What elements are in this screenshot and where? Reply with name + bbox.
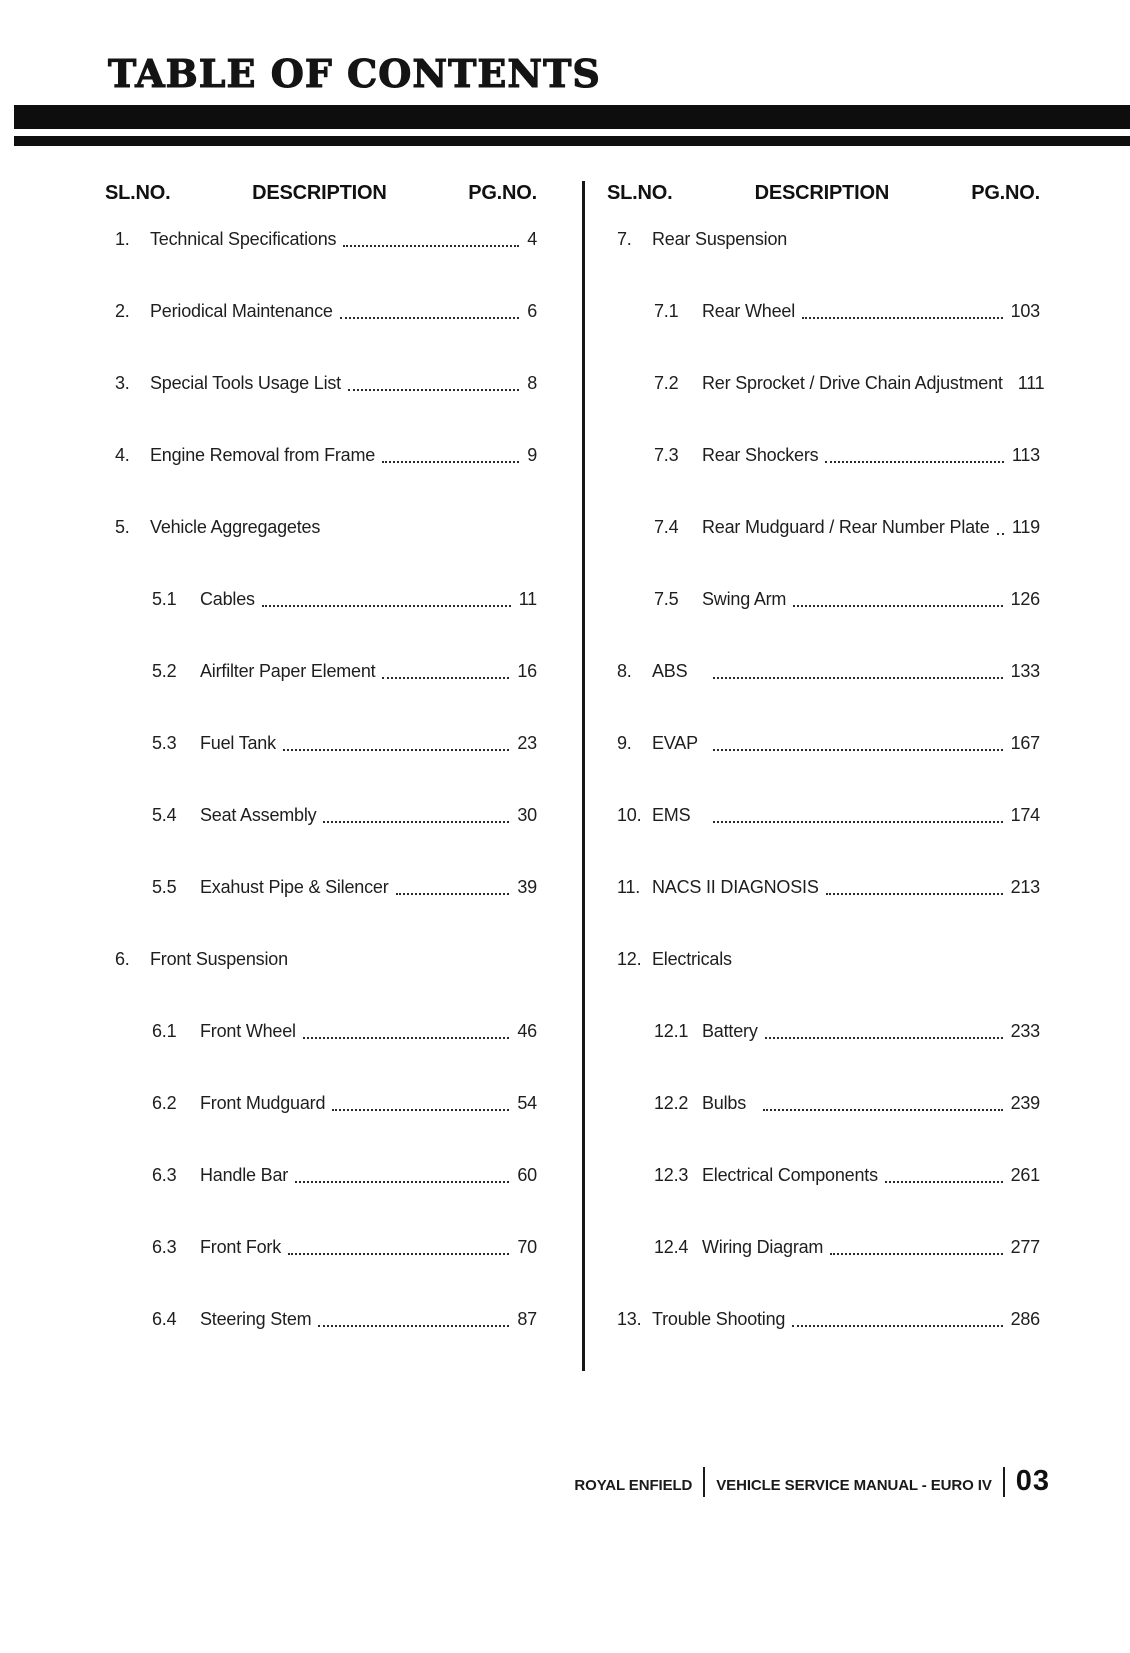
entry-number: 12.3 — [654, 1165, 689, 1185]
dot-leader — [303, 1037, 510, 1039]
footer — [574, 1465, 1050, 1498]
entry-label: ABS — [652, 661, 688, 681]
entry-number: 5.2 — [152, 661, 177, 681]
entry-number: 7.2 — [654, 373, 679, 393]
toc-column-right — [607, 181, 1045, 1380]
entry-number: 7.5 — [654, 589, 679, 609]
entry-page: 233 — [1010, 1021, 1040, 1041]
toc-entry — [105, 804, 537, 826]
dot-leader — [713, 749, 1003, 751]
entry-number: 7. — [617, 229, 632, 249]
entry-page: 261 — [1010, 1165, 1040, 1185]
entry-label: Front Suspension — [150, 949, 288, 969]
entry-label: Front Fork — [200, 1237, 282, 1257]
entry-label: Rer Sprocket / Drive Chain Adjustment — [702, 373, 1003, 393]
toc-entry — [105, 876, 537, 898]
entry-label: Front Wheel — [200, 1021, 296, 1041]
toc-entry — [105, 732, 537, 754]
dot-leader — [825, 461, 1003, 463]
entry-number: 7.3 — [654, 445, 679, 465]
toc-entry — [607, 1236, 1040, 1258]
entry-page: 11 — [518, 589, 537, 609]
dot-leader — [288, 1253, 509, 1255]
dot-leader — [713, 677, 1003, 679]
entry-page: 133 — [1010, 661, 1040, 681]
footer-brand: ROYAL ENFIELD — [574, 1477, 693, 1494]
dot-leader — [765, 1037, 1003, 1039]
toc-columns — [0, 181, 1130, 1380]
toc-entry — [105, 516, 537, 538]
entry-label: Periodical Maintenance — [150, 301, 333, 321]
toc-entry — [105, 300, 537, 322]
dot-leader — [318, 1325, 509, 1327]
toc-entry — [105, 1020, 537, 1042]
entry-page: 9 — [527, 445, 537, 465]
toc-entry — [607, 660, 1040, 682]
dot-leader — [382, 677, 509, 679]
entry-page: 23 — [517, 733, 537, 753]
dot-leader — [997, 533, 1004, 535]
header-pgno: PG.NO. — [468, 182, 537, 204]
entry-number: 10. — [617, 805, 642, 825]
entry-number: 11. — [617, 877, 641, 897]
entry-number: 2. — [115, 301, 130, 321]
entry-number: 12.1 — [654, 1021, 689, 1041]
dot-leader — [830, 1253, 1002, 1255]
dot-leader — [763, 1109, 1003, 1111]
header-slno: SL.NO. — [607, 182, 673, 204]
dot-leader — [295, 1181, 509, 1183]
entry-page: 60 — [517, 1165, 537, 1185]
column-header-left — [105, 181, 537, 205]
entry-label: Vehicle Aggregagetes — [150, 517, 321, 537]
entry-label: Electrical Components — [702, 1165, 878, 1185]
entry-page: 4 — [527, 229, 537, 249]
dot-leader — [348, 389, 519, 391]
entry-label: Rear Mudguard / Rear Number Plate — [702, 517, 990, 537]
entry-number: 6.3 — [152, 1165, 177, 1185]
entry-page: 30 — [517, 805, 537, 825]
entry-page: 174 — [1010, 805, 1040, 825]
entry-number: 5.5 — [152, 877, 177, 897]
entry-label: Swing Arm — [702, 589, 787, 609]
entry-number: 12. — [617, 949, 642, 969]
toc-entry — [105, 1092, 537, 1114]
entry-label: Trouble Shooting — [652, 1309, 786, 1329]
dot-leader — [343, 245, 519, 247]
toc-entry — [607, 1164, 1040, 1186]
toc-entry — [607, 228, 1040, 250]
entry-page: 213 — [1010, 877, 1040, 897]
entry-number: 12.4 — [654, 1237, 689, 1257]
dot-leader — [340, 317, 519, 319]
toc-entry — [105, 1164, 537, 1186]
toc-entry — [607, 300, 1040, 322]
toc-entry — [607, 732, 1040, 754]
dot-leader — [323, 821, 509, 823]
footer-manual-title: VEHICLE SERVICE MANUAL - EURO IV — [716, 1477, 992, 1494]
toc-entry — [105, 372, 537, 394]
entry-number: 6.1 — [152, 1021, 177, 1041]
entry-label: Handle Bar — [200, 1165, 289, 1185]
entry-page: 39 — [517, 877, 537, 897]
entry-label: NACS II DIAGNOSIS — [652, 877, 819, 897]
entry-label: Rear Wheel — [702, 301, 796, 321]
dot-leader — [262, 605, 511, 607]
entry-page: 54 — [517, 1093, 537, 1113]
entry-label: Technical Specifications — [150, 229, 337, 249]
entry-label: Bulbs — [702, 1093, 747, 1113]
entry-number: 12.2 — [654, 1093, 689, 1113]
entry-number: 13. — [617, 1309, 642, 1329]
entry-number: 9. — [617, 733, 632, 753]
entry-page: 111 — [1017, 373, 1045, 393]
footer-page-number: 03 — [1015, 1465, 1050, 1497]
entry-label: Fuel Tank — [200, 733, 276, 753]
entry-label: Engine Removal from Frame — [150, 445, 376, 465]
entry-label: Exahust Pipe & Silencer — [200, 877, 389, 897]
dot-leader — [382, 461, 519, 463]
entry-number: 6. — [115, 949, 130, 969]
entry-number: 5.1 — [152, 589, 177, 609]
footer-separator — [703, 1467, 705, 1497]
toc-entry — [607, 1308, 1040, 1330]
entry-number: 7.4 — [654, 517, 679, 537]
entry-page: 126 — [1010, 589, 1040, 609]
toc-page — [0, 53, 1130, 1653]
dot-leader — [792, 1325, 1002, 1327]
toc-entry — [607, 948, 1040, 970]
entry-page: 286 — [1010, 1309, 1040, 1329]
entry-label: Cables — [200, 589, 255, 609]
toc-entry — [105, 1236, 537, 1258]
toc-entry — [607, 804, 1040, 826]
entry-label: Front Mudguard — [200, 1093, 326, 1113]
entry-page: 70 — [517, 1237, 537, 1257]
entry-page: 277 — [1010, 1237, 1040, 1257]
entry-page: 113 — [1011, 445, 1040, 465]
footer-separator — [1003, 1467, 1005, 1497]
toc-entry — [607, 1020, 1040, 1042]
entry-page: 87 — [517, 1309, 537, 1329]
entry-label: Rear Shockers — [702, 445, 819, 465]
entry-label: Electricals — [652, 949, 732, 969]
entry-number: 6.2 — [152, 1093, 177, 1113]
toc-entry — [607, 588, 1040, 610]
column-divider — [582, 181, 585, 1371]
toc-entry — [607, 1092, 1040, 1114]
entry-page: 8 — [527, 373, 537, 393]
entry-page: 6 — [527, 301, 537, 321]
toc-entry — [105, 660, 537, 682]
entry-label: Special Tools Usage List — [150, 373, 341, 393]
entry-label: EMS — [652, 805, 691, 825]
toc-rows-left — [105, 228, 537, 1330]
entry-number: 5. — [115, 517, 130, 537]
header-description: DESCRIPTION — [252, 182, 387, 204]
entry-number: 6.4 — [152, 1309, 177, 1329]
dot-leader — [283, 749, 509, 751]
title-rule-thin — [14, 136, 1130, 146]
entry-label: Rear Suspension — [652, 229, 788, 249]
dot-leader — [332, 1109, 509, 1111]
entry-number: 4. — [115, 445, 130, 465]
toc-entry — [607, 444, 1040, 466]
toc-entry — [105, 1308, 537, 1330]
dot-leader — [713, 821, 1003, 823]
column-header-right — [607, 181, 1040, 205]
page-title: TABLE OF CONTENTS — [108, 51, 601, 96]
entry-number: 5.3 — [152, 733, 177, 753]
toc-entry — [607, 516, 1040, 538]
toc-rows-right — [607, 228, 1045, 1330]
toc-entry — [105, 228, 537, 250]
entry-number: 1. — [115, 229, 130, 249]
entry-page: 46 — [517, 1021, 537, 1041]
toc-entry — [105, 948, 537, 970]
entry-label: Battery — [702, 1021, 758, 1041]
toc-entry — [105, 444, 537, 466]
entry-label: Airfilter Paper Element — [200, 661, 376, 681]
header-slno: SL.NO. — [105, 182, 171, 204]
dot-leader — [885, 1181, 1003, 1183]
entry-number: 8. — [617, 661, 632, 681]
entry-number: 6.3 — [152, 1237, 177, 1257]
entry-page: 16 — [517, 661, 537, 681]
dot-leader — [793, 605, 1002, 607]
dot-leader — [396, 893, 510, 895]
dot-leader — [826, 893, 1003, 895]
entry-label: Steering Stem — [200, 1309, 312, 1329]
entry-number: 7.1 — [654, 301, 679, 321]
entry-page: 167 — [1010, 733, 1040, 753]
dot-leader — [802, 317, 1003, 319]
entry-number: 3. — [115, 373, 130, 393]
toc-column-left — [105, 181, 537, 1380]
entry-label: Wiring Diagram — [702, 1237, 824, 1257]
entry-label: EVAP — [652, 733, 698, 753]
entry-page: 119 — [1011, 517, 1040, 537]
header-pgno: PG.NO. — [971, 182, 1040, 204]
toc-entry — [607, 876, 1040, 898]
toc-entry — [607, 372, 1045, 394]
entry-page: 239 — [1010, 1093, 1040, 1113]
entry-number: 5.4 — [152, 805, 177, 825]
title-rule-thick — [14, 105, 1130, 129]
entry-page: 103 — [1010, 301, 1040, 321]
toc-entry — [105, 588, 537, 610]
entry-label: Seat Assembly — [200, 805, 317, 825]
header-description: DESCRIPTION — [754, 182, 890, 204]
